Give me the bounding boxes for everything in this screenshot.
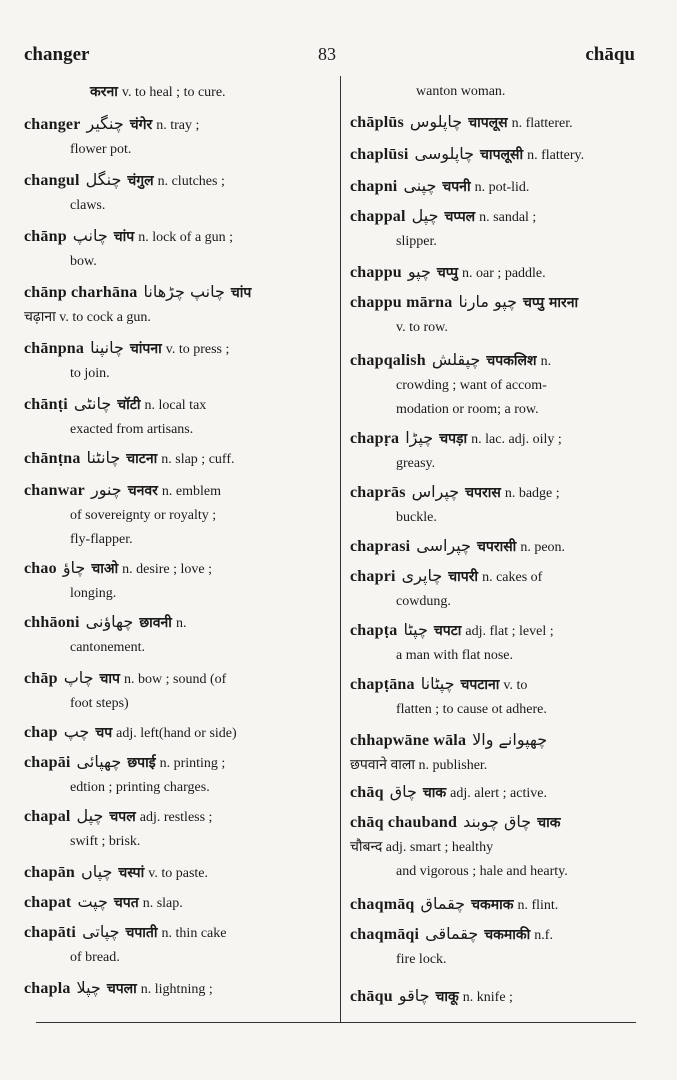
definition-continuation: swift ; brisk. <box>70 834 141 849</box>
headword: chapri <box>350 568 396 585</box>
urdu-word: چپو مارنا <box>458 292 518 311</box>
hindi-word: चपकलिश <box>486 353 537 369</box>
headword: chaqmāqi <box>350 926 420 943</box>
hindi-word: चांपना <box>129 341 162 357</box>
dictionary-entry <box>24 666 320 716</box>
dictionary-entry <box>350 142 640 168</box>
definition: n. clutches ; <box>157 174 225 189</box>
urdu-word: چاق <box>389 782 417 801</box>
hindi-word: करना <box>90 84 118 100</box>
definition-continuation: slipper. <box>396 234 437 249</box>
dictionary-entry <box>350 204 640 254</box>
entry-line <box>350 672 640 698</box>
hindi-word: चाक <box>537 815 561 831</box>
definition: adj. restless ; <box>139 810 213 825</box>
definition: n.f. <box>534 928 553 943</box>
definition: n. oar ; paddle. <box>462 266 546 281</box>
hindi-word: चाक <box>422 785 447 801</box>
headword: chaplūsi <box>350 146 409 163</box>
entry-line <box>350 480 640 506</box>
dictionary-entry <box>350 780 640 806</box>
definition: n. <box>175 616 187 631</box>
headword: chapat <box>24 894 72 911</box>
urdu-word: چاپ <box>63 668 94 687</box>
hindi-word: चापलूस <box>468 115 508 131</box>
definition-continuation: of bread. <box>70 950 120 965</box>
urdu-word: چپٹا <box>403 620 428 639</box>
definition-continuation: crowding ; want of accom- <box>396 378 547 393</box>
headword: chaprās <box>350 484 406 501</box>
dictionary-entry <box>24 920 320 970</box>
hindi-word: चंगुल <box>127 173 154 189</box>
hindi-word: चाकू <box>435 989 459 1005</box>
headword: chāqu <box>350 988 393 1005</box>
dictionary-entry <box>350 672 640 722</box>
definition: v. to paste. <box>148 866 209 881</box>
definition-continuation: छपवाने वाला n. publisher. <box>350 758 488 773</box>
entry-line <box>350 728 640 754</box>
guide-word-left: changer <box>24 44 90 65</box>
definition: n. lac. adj. oily ; <box>471 432 562 447</box>
dictionary-entry <box>350 892 640 918</box>
hindi-word: चंगेर <box>129 117 153 133</box>
definition-continuation: and vigorous ; hale and hearty. <box>396 864 568 879</box>
dictionary-entry <box>350 922 640 972</box>
hindi-word: चांप <box>113 229 135 245</box>
hindi-word: चॉटी <box>117 397 141 413</box>
headword: chappu mārna <box>350 294 453 311</box>
definition: n. local tax <box>144 398 207 413</box>
headword: chap <box>24 724 58 741</box>
hindi-word: चस्पां <box>118 865 145 881</box>
headword: chappal <box>350 208 406 225</box>
urdu-word: چپت <box>77 892 108 911</box>
urdu-word: چپو <box>407 262 431 281</box>
definition: adj. left(hand or side) <box>116 726 237 741</box>
hindi-word: चांप <box>230 285 252 301</box>
entry-line <box>350 564 640 590</box>
entry-line <box>24 890 320 916</box>
guide-word-right: chāqu <box>585 44 635 65</box>
urdu-word: چقماقی <box>425 924 479 943</box>
urdu-word: چنگیر <box>86 114 124 133</box>
definition-continuation: fly-flapper. <box>70 532 133 547</box>
entry-line <box>350 80 640 104</box>
entry-line <box>350 348 640 374</box>
definition: n. flint. <box>517 898 559 913</box>
entry-line <box>350 810 640 836</box>
dictionary-entry <box>24 280 320 330</box>
dictionary-entry <box>350 426 640 476</box>
headword: chānṭi <box>24 396 68 413</box>
hindi-word: चापरी <box>448 569 479 585</box>
headword: chānp charhāna <box>24 284 138 301</box>
hindi-word: छावनी <box>139 615 172 631</box>
urdu-word: چپ <box>63 722 90 741</box>
definition: wanton woman. <box>416 84 506 99</box>
entry-line <box>350 260 640 286</box>
dictionary-entry <box>350 174 640 200</box>
definition-continuation: foot steps) <box>70 696 129 711</box>
dictionary-entry <box>24 610 320 660</box>
entry-line <box>24 666 320 692</box>
entry-line <box>350 618 640 644</box>
headword: chānp <box>24 228 67 245</box>
definition: n. cakes of <box>482 570 543 585</box>
definition: adj. flat ; level ; <box>465 624 554 639</box>
definition-continuation: of sovereignty or royalty ; <box>70 508 217 523</box>
entry-line <box>24 392 320 418</box>
hindi-word: चपरासी <box>477 539 517 555</box>
hindi-word: चपला <box>106 981 137 997</box>
definition-continuation: modation or room; a row. <box>396 402 539 417</box>
dictionary-entry <box>350 728 640 778</box>
dictionary-entry <box>350 348 640 422</box>
definition-continuation: v. to row. <box>396 320 448 335</box>
headword: chapṭāna <box>350 676 415 693</box>
hindi-word: छपाई <box>127 755 156 771</box>
dictionary-entry <box>350 810 640 884</box>
definition: v. to heal ; to cure. <box>121 85 226 100</box>
dictionary-entry <box>350 290 640 340</box>
dictionary-entry <box>24 556 320 606</box>
definition: n. flattery. <box>527 148 585 163</box>
definition-continuation: to join. <box>70 366 110 381</box>
urdu-word: چانٹنا <box>86 448 121 467</box>
urdu-word: چھپائی <box>76 752 122 771</box>
entry-line <box>350 892 640 918</box>
definition: n. printing ; <box>159 756 226 771</box>
urdu-word: چپاتی <box>82 922 120 941</box>
headword: chāplūs <box>350 114 404 131</box>
hindi-word: चपड़ा <box>439 431 468 447</box>
dictionary-entry <box>24 976 320 1002</box>
definition: adj. alert ; active. <box>450 786 547 801</box>
definition-continuation: cowdung. <box>396 594 451 609</box>
page-number: 83 <box>318 44 336 64</box>
headword: chānpna <box>24 340 85 357</box>
dictionary-entry <box>24 804 320 854</box>
definition-continuation: flatten ; to cause ot adhere. <box>396 702 547 717</box>
definition-continuation: greasy. <box>396 456 436 471</box>
definition-continuation: bow. <box>70 254 97 269</box>
urdu-word: چپلا <box>76 978 101 997</box>
headword: chāp <box>24 670 58 687</box>
dictionary-entry <box>24 446 320 472</box>
urdu-word: چاؤ <box>62 558 86 577</box>
definition-continuation: चढ़ाना v. to cock a gun. <box>24 310 151 325</box>
entry-line <box>24 336 320 362</box>
headword: chapān <box>24 864 75 881</box>
definition-continuation: fire lock. <box>396 952 447 967</box>
entry-line <box>24 920 320 946</box>
entry-line <box>350 426 640 452</box>
urdu-word: چاپری <box>401 566 443 585</box>
headword: chāq chauband <box>350 814 458 831</box>
hindi-word: चापलूसी <box>480 147 524 163</box>
urdu-word: چپقلش <box>431 350 481 369</box>
definition-continuation: चौबन्द adj. smart ; healthy <box>350 840 494 855</box>
entry-line <box>350 290 640 316</box>
hindi-word: चप्पु <box>436 265 459 281</box>
definition: n. flatterer. <box>511 116 573 131</box>
dictionary-entry <box>24 890 320 916</box>
definition: n. pot-lid. <box>474 180 530 195</box>
dictionary-entry <box>24 860 320 886</box>
dictionary-entry <box>24 168 320 218</box>
entry-line <box>24 112 320 138</box>
dictionary-entry <box>350 260 640 286</box>
hindi-word: चपरास <box>465 485 501 501</box>
urdu-word: چقماق <box>420 894 466 913</box>
urdu-word: چپنی <box>403 176 437 195</box>
dictionary-entry <box>350 480 640 530</box>
dictionary-entry <box>24 478 320 552</box>
urdu-word: چانپ <box>72 226 108 245</box>
entry-line <box>350 534 640 560</box>
entry-line <box>24 224 320 250</box>
urdu-word: چنگل <box>85 170 122 189</box>
definition: n. bow ; sound (of <box>124 672 227 687</box>
entry-line <box>350 780 640 806</box>
urdu-word: چپراس <box>411 482 460 501</box>
urdu-word: چپراسی <box>416 536 472 555</box>
hindi-word: चनवर <box>127 483 158 499</box>
definition-continuation: flower pot. <box>70 142 132 157</box>
entry-line <box>24 478 320 504</box>
dictionary-entry <box>350 618 640 668</box>
entry-line <box>350 922 640 948</box>
entry-line <box>24 804 320 830</box>
urdu-word: چھاؤنی <box>85 612 134 631</box>
urdu-word: چپل <box>76 806 104 825</box>
headword: chapṭa <box>350 622 398 639</box>
hindi-word: चाटना <box>126 451 158 467</box>
headword: chappu <box>350 264 402 281</box>
column-divider <box>340 76 341 1022</box>
definition: n. peon. <box>520 540 566 555</box>
definition: n. lock of a gun ; <box>138 230 234 245</box>
definition: n. slap. <box>142 896 183 911</box>
entry-line <box>350 110 640 136</box>
page-header <box>0 44 677 68</box>
dictionary-entry <box>350 80 640 104</box>
headword: chapal <box>24 808 71 825</box>
headword: chhapwāne wāla <box>350 732 467 749</box>
urdu-word: چپل <box>411 206 439 225</box>
headword: chapni <box>350 178 398 195</box>
hindi-word: चपटाना <box>460 677 500 693</box>
hindi-word: चपल <box>109 809 136 825</box>
definition-continuation: exacted from artisans. <box>70 422 194 437</box>
headword: chapāi <box>24 754 71 771</box>
entry-line <box>350 174 640 200</box>
urdu-word: چانٹی <box>73 394 112 413</box>
hindi-word: चपटा <box>433 623 462 639</box>
headword: chao <box>24 560 57 577</box>
headword: chapṛa <box>350 430 400 447</box>
headword: changer <box>24 116 81 133</box>
urdu-word: چاق چوبند <box>463 812 532 831</box>
definition-continuation: claws. <box>70 198 106 213</box>
entry-line <box>24 446 320 472</box>
urdu-word: چپاں <box>81 862 113 881</box>
entry-line <box>24 610 320 636</box>
definition-continuation: a man with flat nose. <box>396 648 514 663</box>
headword: chānṭna <box>24 450 81 467</box>
definition: v. to <box>503 678 528 693</box>
definition: n. badge ; <box>504 486 560 501</box>
urdu-word: چانپ چڑھانا <box>143 282 225 301</box>
hindi-word: चपाती <box>125 925 158 941</box>
urdu-word: چھپوانے والا <box>472 730 548 749</box>
dictionary-entry <box>24 750 320 800</box>
definition-continuation: cantonement. <box>70 640 146 655</box>
dictionary-entry <box>24 720 320 746</box>
entry-line <box>24 720 320 746</box>
entry-line <box>350 142 640 168</box>
entry-line <box>24 280 320 306</box>
definition-continuation: edtion ; printing charges. <box>70 780 210 795</box>
hindi-word: चप <box>95 725 113 741</box>
headword: chhāoni <box>24 614 80 631</box>
hindi-word: चप्पल <box>444 209 476 225</box>
urdu-word: چاپلوس <box>409 112 463 131</box>
dictionary-entry <box>350 564 640 614</box>
urdu-word: چپڑا <box>405 428 434 447</box>
hindi-word: चकमाकी <box>484 927 531 943</box>
entry-line <box>24 556 320 582</box>
urdu-word: چاپلوسی <box>414 144 475 163</box>
urdu-word: چانپنا <box>90 338 124 357</box>
headword: chaprasi <box>350 538 411 555</box>
headword: changul <box>24 172 80 189</box>
definition-continuation: buckle. <box>396 510 437 525</box>
dictionary-entry <box>24 224 320 274</box>
urdu-word: چاقو <box>398 986 430 1005</box>
headword: chaqmāq <box>350 896 415 913</box>
definition: n. slap ; cuff. <box>161 452 235 467</box>
hindi-word: चकमाक <box>471 897 514 913</box>
definition: n. sandal ; <box>479 210 537 225</box>
definition-continuation: longing. <box>70 586 117 601</box>
definition: v. to press ; <box>165 342 230 357</box>
dictionary-entry <box>24 336 320 386</box>
hindi-word: चाओ <box>91 561 119 577</box>
headword: chapla <box>24 980 71 997</box>
hindi-word: चप्पु मारना <box>523 295 579 311</box>
bottom-rule <box>36 1022 636 1023</box>
dictionary-entry <box>350 110 640 136</box>
urdu-word: چپٹانا <box>420 674 455 693</box>
dictionary-entry <box>350 984 640 1010</box>
dictionary-entry <box>24 112 320 162</box>
entry-line <box>24 860 320 886</box>
dictionary-entry <box>24 80 320 105</box>
urdu-word: چنور <box>90 480 122 499</box>
entry-line <box>24 750 320 776</box>
headword: chapāti <box>24 924 77 941</box>
dictionary-entry <box>24 392 320 442</box>
definition: n. knife ; <box>462 990 513 1005</box>
dictionary-entry <box>350 534 640 560</box>
definition: n. <box>540 354 552 369</box>
definition: n. tray ; <box>156 118 200 133</box>
headword: chāq <box>350 784 384 801</box>
hindi-word: चाप <box>99 671 120 687</box>
entry-line <box>24 976 320 1002</box>
definition: n. desire ; love ; <box>122 562 212 577</box>
definition: n. thin cake <box>161 926 227 941</box>
entry-line <box>350 984 640 1010</box>
entry-line <box>24 80 320 105</box>
entry-line <box>350 204 640 230</box>
headword: chanwar <box>24 482 85 499</box>
entry-line <box>24 168 320 194</box>
hindi-word: चपनी <box>442 179 471 195</box>
hindi-word: चपत <box>113 895 139 911</box>
headword: chapqalish <box>350 352 426 369</box>
definition: n. lightning ; <box>140 982 213 997</box>
definition: n. emblem <box>161 484 221 499</box>
